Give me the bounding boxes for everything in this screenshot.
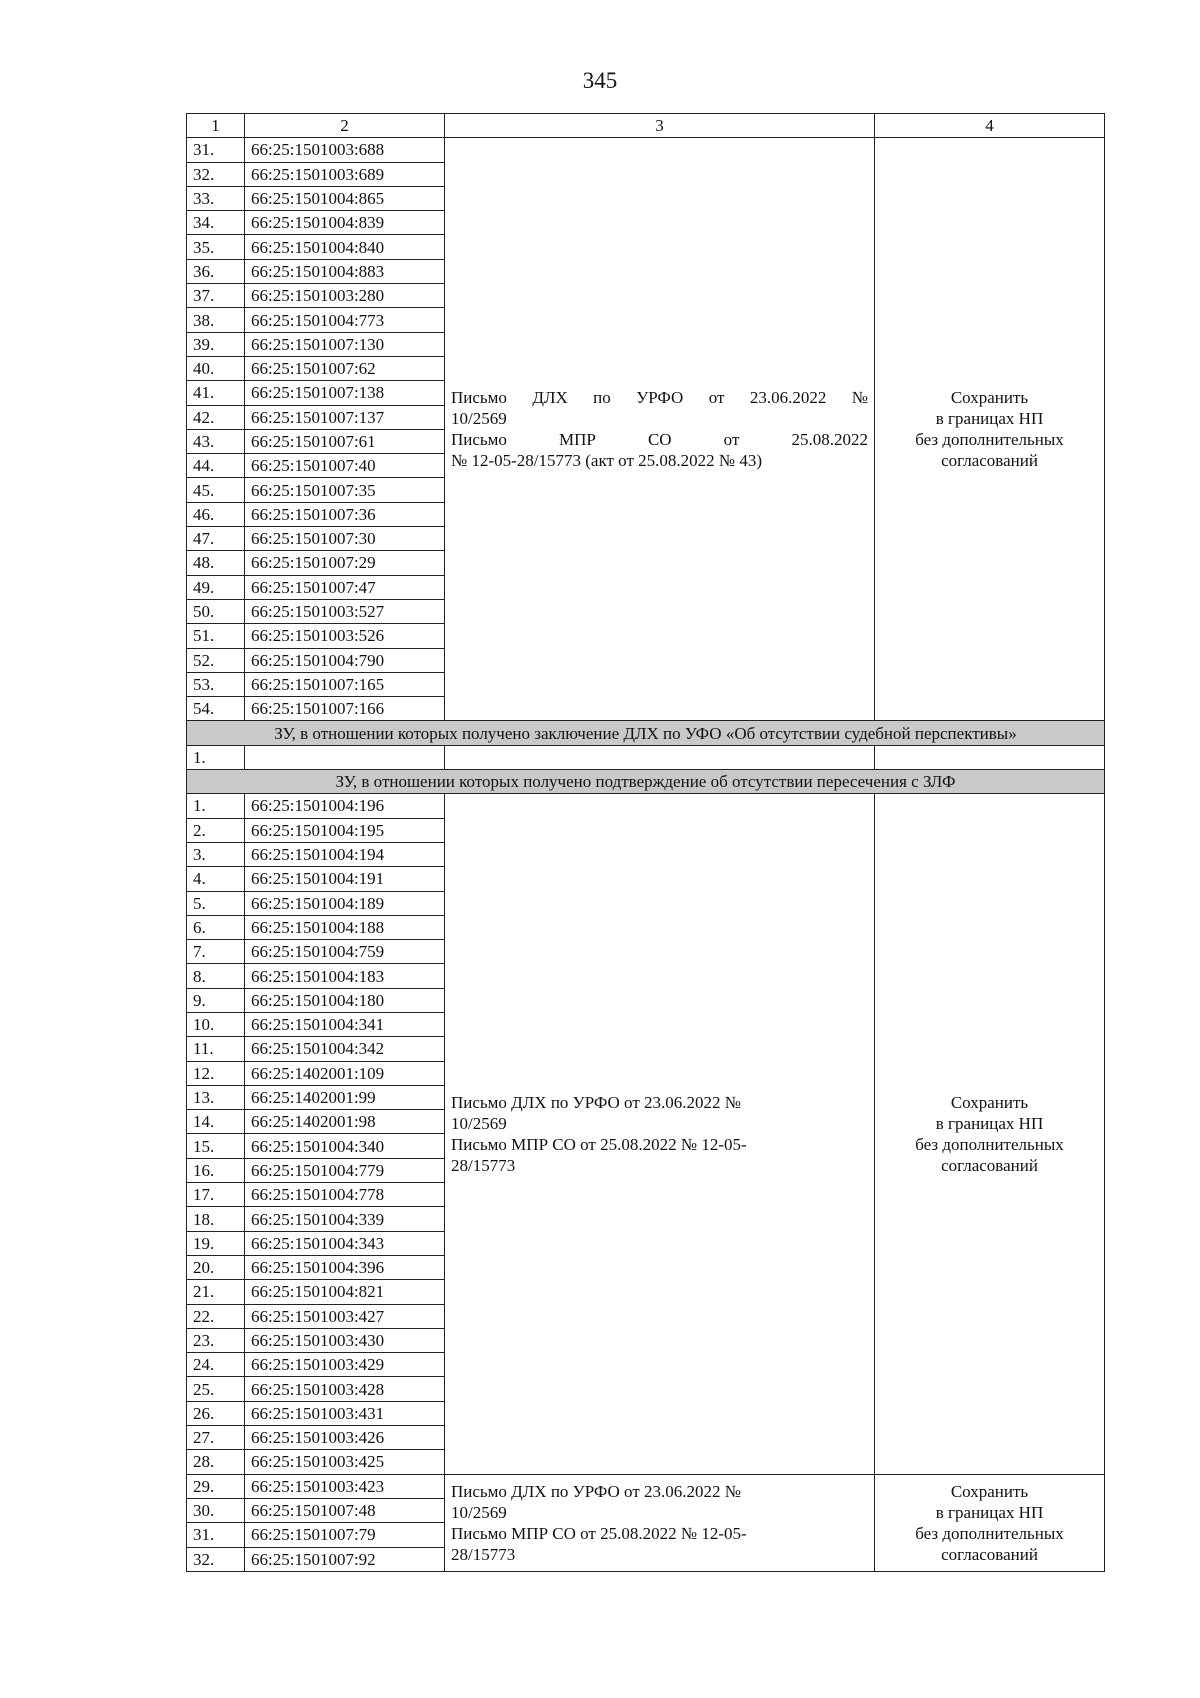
cell-text-line: 10/2569 [451,409,507,429]
row-number: 7. [187,940,245,964]
action-cell [875,138,1105,721]
cell-text-line: Сохранить [950,1092,1029,1112]
cadastral-number: 66:25:1501007:138 [245,381,445,405]
cadastral-number: 66:25:1501007:130 [245,332,445,356]
empty-cell [245,745,445,769]
cadastral-number: 66:25:1501004:191 [245,867,445,891]
row-number: 25. [187,1377,245,1401]
cadastral-number: 66:25:1501007:29 [245,551,445,575]
section-row [187,721,1105,745]
row-number: 1. [187,745,245,769]
cell-text-line: в границах НП [935,409,1044,429]
cadastral-number: 66:25:1501007:92 [245,1547,445,1571]
cadastral-number: 66:25:1501004:343 [245,1231,445,1255]
row-number: 2. [187,818,245,842]
row-number: 54. [187,697,245,721]
row-number: 32. [187,1547,245,1571]
cadastral-number: 66:25:1501004:188 [245,915,445,939]
cadastral-number: 66:25:1501004:196 [245,794,445,818]
cadastral-number: 66:25:1501004:194 [245,842,445,866]
row-number: 8. [187,964,245,988]
cadastral-number: 66:25:1501004:195 [245,818,445,842]
cadastral-number: 66:25:1501004:790 [245,648,445,672]
cadastral-number: 66:25:1501003:423 [245,1474,445,1498]
page-number: 345 [582,68,618,93]
row-number: 13. [187,1085,245,1109]
cadastral-number: 66:25:1501007:35 [245,478,445,502]
cell-text-line: Письмо МПР СО от 25.08.2022 [451,430,868,450]
row-number: 21. [187,1280,245,1304]
row-number: 52. [187,648,245,672]
row-number: 51. [187,624,245,648]
row-number: 19. [187,1231,245,1255]
cell-text-line: в границах НП [935,1502,1044,1522]
cell-text-line: Письмо МПР СО от 25.08.2022 № 12-05- [451,1134,747,1154]
cell-text-line: Письмо ДЛХ по УРФО от 23.06.2022 № [451,1092,741,1112]
empty-cell [445,745,875,769]
basis-document-cell [445,138,875,721]
cadastral-number: 66:25:1501003:425 [245,1450,445,1474]
cadastral-number: 66:25:1501007:166 [245,697,445,721]
cadastral-number: 66:25:1501007:165 [245,672,445,696]
row-number: 27. [187,1426,245,1450]
cadastral-number: 66:25:1501004:396 [245,1255,445,1279]
cell-text-line: Сохранить [950,1481,1029,1501]
row-number: 28. [187,1450,245,1474]
row-number: 26. [187,1401,245,1425]
cadastral-number: 66:25:1501004:342 [245,1037,445,1061]
row-number: 16. [187,1158,245,1182]
cadastral-number: 66:25:1501003:428 [245,1377,445,1401]
cadastral-number: 66:25:1501003:688 [245,138,445,162]
column-header: 3 [445,114,875,138]
row-number: 46. [187,502,245,526]
row-number: 48. [187,551,245,575]
cadastral-number: 66:25:1501007:61 [245,429,445,453]
cadastral-number: 66:25:1501004:339 [245,1207,445,1231]
cadastral-number: 66:25:1501004:779 [245,1158,445,1182]
column-header: 4 [875,114,1105,138]
cadastral-number: 66:25:1402001:99 [245,1085,445,1109]
row-number: 49. [187,575,245,599]
cadastral-number: 66:25:1501007:36 [245,502,445,526]
row-number: 11. [187,1037,245,1061]
cadastral-number: 66:25:1501003:689 [245,162,445,186]
action-cell [875,1474,1105,1571]
cadastral-number: 66:25:1501004:759 [245,940,445,964]
cadastral-number: 66:25:1501004:839 [245,211,445,235]
row-number: 41. [187,381,245,405]
cadastral-number: 66:25:1501003:280 [245,284,445,308]
cell-text-line: 10/2569 [451,1113,507,1133]
cadastral-number: 66:25:1501003:527 [245,599,445,623]
cadastral-number: 66:25:1501007:30 [245,527,445,551]
row-number: 17. [187,1183,245,1207]
cadastral-number: 66:25:1501003:427 [245,1304,445,1328]
cadastral-number: 66:25:1501004:189 [245,891,445,915]
row-number: 18. [187,1207,245,1231]
cadastral-number: 66:25:1501003:430 [245,1328,445,1352]
cadastral-number: 66:25:1501007:40 [245,454,445,478]
cell-text-line: Сохранить [950,388,1029,408]
row-number: 45. [187,478,245,502]
cell-text-line: № 12-05-28/15773 (акт от 25.08.2022 № 43) [451,451,763,471]
row-number: 47. [187,527,245,551]
row-number: 23. [187,1328,245,1352]
column-header: 2 [245,114,445,138]
cadastral-number: 66:25:1501003:526 [245,624,445,648]
cell-text-line: Письмо ДЛХ по УРФО от 23.06.2022 № [451,1481,741,1501]
row-number: 39. [187,332,245,356]
row-number: 40. [187,356,245,380]
cell-text-line: без дополнительных [915,1134,1064,1154]
row-number: 4. [187,867,245,891]
cadastral-number: 66:25:1501003:431 [245,1401,445,1425]
cadastral-number: 66:25:1501004:340 [245,1134,445,1158]
row-number: 29. [187,1474,245,1498]
action-cell [875,794,1105,1474]
cadastral-number: 66:25:1501004:183 [245,964,445,988]
row-number: 32. [187,162,245,186]
row-number: 15. [187,1134,245,1158]
cadastral-number: 66:25:1501004:821 [245,1280,445,1304]
cadastral-number: 66:25:1501004:341 [245,1012,445,1036]
row-number: 50. [187,599,245,623]
column-header: 1 [187,114,245,138]
cell-text-line: согласований [941,451,1038,471]
cadastral-number: 66:25:1501007:79 [245,1523,445,1547]
row-number: 10. [187,1012,245,1036]
cell-text-line: без дополнительных [915,430,1064,450]
table-row [187,1474,1105,1498]
cadastral-number: 66:25:1501004:840 [245,235,445,259]
row-number: 44. [187,454,245,478]
row-number: 33. [187,186,245,210]
row-number: 3. [187,842,245,866]
cadastral-number: 66:25:1501007:137 [245,405,445,429]
land-plots-table [186,113,1105,1572]
row-number: 36. [187,259,245,283]
cadastral-number: 66:25:1501007:48 [245,1498,445,1522]
empty-cell [875,745,1105,769]
cadastral-number: 66:25:1501007:47 [245,575,445,599]
row-number: 35. [187,235,245,259]
section-heading: ЗУ, в отношении которых получено подтверждение об отсутствии пересечения с ЗЛФ [187,770,1105,794]
cell-text-line: согласований [941,1544,1038,1564]
cadastral-number: 66:25:1501003:426 [245,1426,445,1450]
cadastral-number: 66:25:1501003:429 [245,1353,445,1377]
cell-text-line: 28/15773 [451,1544,516,1564]
row-number: 14. [187,1110,245,1134]
cadastral-number: 66:25:1501004:883 [245,259,445,283]
row-number: 6. [187,915,245,939]
row-number: 37. [187,284,245,308]
table-header-row [187,114,1105,138]
table-body [187,114,1105,1572]
cadastral-number: 66:25:1501004:773 [245,308,445,332]
cell-text-line: в границах НП [935,1113,1044,1133]
row-number: 34. [187,211,245,235]
row-number: 12. [187,1061,245,1085]
row-number: 9. [187,988,245,1012]
row-number: 1. [187,794,245,818]
row-number: 43. [187,429,245,453]
cell-text-line: Письмо МПР СО от 25.08.2022 № 12-05- [451,1523,747,1543]
cell-text-line: 28/15773 [451,1155,516,1175]
basis-document-cell [445,794,875,1474]
row-number: 31. [187,138,245,162]
cadastral-number: 66:25:1501004:778 [245,1183,445,1207]
row-number: 24. [187,1353,245,1377]
table-row [187,138,1105,162]
section-heading: ЗУ, в отношении которых получено заключение ДЛХ по УФО «Об отсутствии судебной перспективы» [187,721,1105,745]
cadastral-number: 66:25:1501004:180 [245,988,445,1012]
table-row [187,745,1105,769]
basis-document-cell [445,1474,875,1571]
row-number: 42. [187,405,245,429]
row-number: 30. [187,1498,245,1522]
cadastral-number: 66:25:1501004:865 [245,186,445,210]
section-row [187,770,1105,794]
cell-text-line: Письмо ДЛХ по УРФО от 23.06.2022 № [451,388,868,408]
row-number: 5. [187,891,245,915]
cell-text-line: 10/2569 [451,1502,507,1522]
row-number: 22. [187,1304,245,1328]
row-number: 31. [187,1523,245,1547]
cell-text-line: согласований [941,1155,1038,1175]
cadastral-number: 66:25:1402001:109 [245,1061,445,1085]
cell-text-line: без дополнительных [915,1523,1064,1543]
row-number: 20. [187,1255,245,1279]
cadastral-number: 66:25:1402001:98 [245,1110,445,1134]
row-number: 53. [187,672,245,696]
row-number: 38. [187,308,245,332]
cadastral-number: 66:25:1501007:62 [245,356,445,380]
table-row [187,794,1105,818]
